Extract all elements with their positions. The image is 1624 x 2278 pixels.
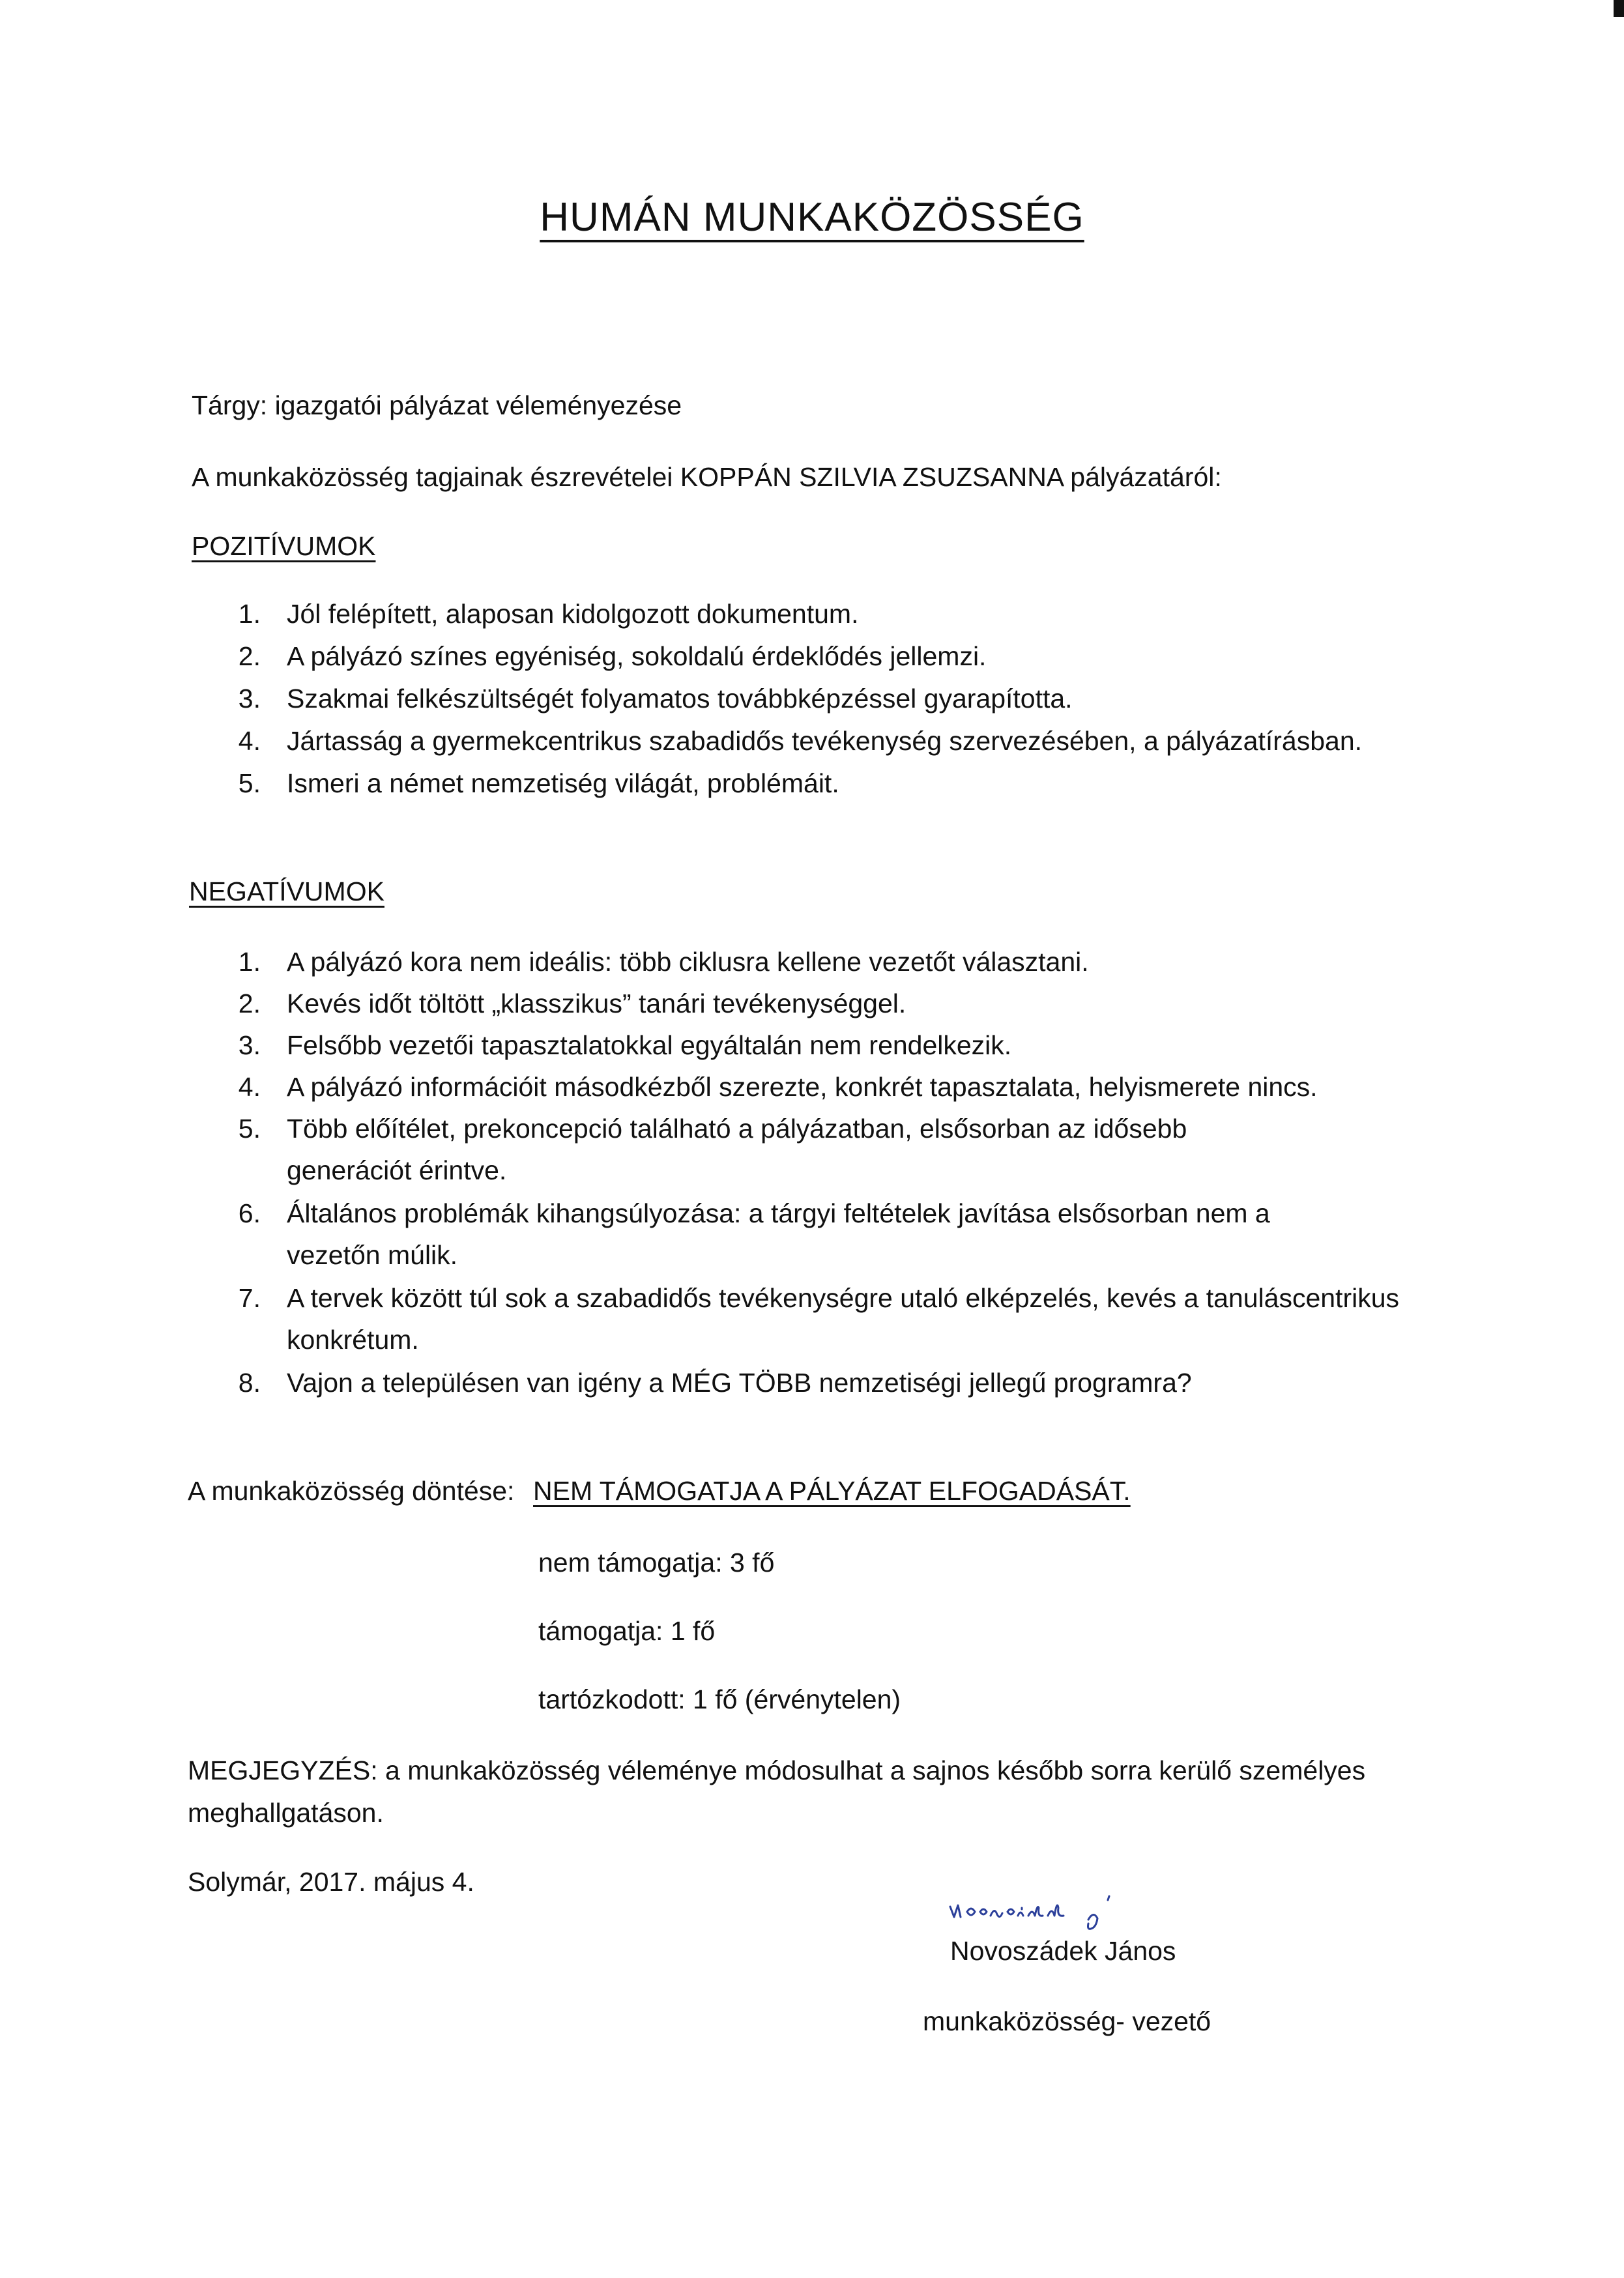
place-date: Solymár, 2017. május 4. bbox=[188, 1867, 474, 1897]
note-line-2: meghallgatáson. bbox=[188, 1798, 384, 1828]
positives-heading: POZITÍVUMOK bbox=[192, 531, 376, 561]
decision-label: A munkaközösség döntése: bbox=[188, 1476, 515, 1506]
scan-corner-mark bbox=[1614, 0, 1624, 17]
negatives-heading: NEGATÍVUMOK bbox=[189, 876, 384, 906]
intro-line: A munkaközösség tagjainak észrevételei KOPPÁN SZILVIA ZSUZSANNA pályázatáról: bbox=[192, 462, 1222, 492]
note-line-1: MEGJEGYZÉS: a munkaközösség véleménye módosulhat a sajnos később sorra kerülő személyes bbox=[188, 1755, 1366, 1785]
vote-against: nem támogatja: 3 fő bbox=[538, 1548, 775, 1578]
signer-role: munkaközösség- vezető bbox=[923, 2006, 1211, 2036]
handwritten-signature bbox=[945, 1888, 1193, 1934]
decision-value: NEM TÁMOGATJA A PÁLYÁZAT ELFOGADÁSÁT. bbox=[533, 1476, 1131, 1506]
subject-line: Tárgy: igazgatói pályázat véleményezése bbox=[192, 390, 682, 420]
vote-for: támogatja: 1 fő bbox=[538, 1616, 716, 1646]
vote-abstain: tartózkodott: 1 fő (érvénytelen) bbox=[538, 1684, 901, 1714]
document-title: HUMÁN MUNKAKÖZÖSSÉG bbox=[540, 195, 1084, 240]
signer-name: Novoszádek János bbox=[950, 1936, 1176, 1966]
document-page: HUMÁN MUNKAKÖZÖSSÉG Tárgy: igazgatói pályázat véleményezése A munkaközösség tagjainak észrevételei KOPPÁN SZILVIA ZSUZSANNA pályázatáról: POZITÍVUMOK 1. Jól felépített, alaposan kidolgozott dokumentum. 2. A pályázó színes egyéniség, sokoldalú érdeklődés jellemzi. 3. Szakmai felkészültségét folyamatos továbbképzéssel gyarapította. 4. Jártasság a gyermekcentrikus szabadidős tevékenység szervezésében, a pályázatírásban. 5. Ismeri a német nemzetiség világát, problémáit. NEGATÍVUMOK 1. A pályázó kora nem ideális: több ciklusra kellene vezetőt választani. 2. Kevés időt töltött „klasszikus” tanári tevékenységgel. 3. Felsőbb vezetői tapasztalatokkal egyáltalán nem rendelkezik. 4. A pályázó információit másodkézből szerezte, konkrét tapasztalata, helyismerete nincs. 5. Több előítélet, prekoncepció található a pályázatban, elsősorban az idősebb generációt érintve. 6. Általános problémák kihangsúlyozása: a tárgyi feltételek javítása elsősorban nem a vezetőn múlik. 7. A tervek között túl sok a szabadidős tevékenységre utaló elképzelés, kevés a tanuláscentrikus konkrétum. 8. Vajon a településen van igény a MÉG TÖBB nemzetiségi jellegű programra? A munkaközösség döntése: NEM TÁMOGATJA A PÁLYÁZAT ELFOGADÁSÁT. nem támogatja: 3 fő támogatja: 1 fő tartózkodott: 1 fő (érvénytelen) MEGJEGYZÉS: a munkaközösség véleménye módosulhat a sajnos később sorra kerülő személyes meghallgatáson. Solymár, 2017. május 4. Novoszádek János munkaközösség- vezető bbox=[0, 0, 1624, 2278]
